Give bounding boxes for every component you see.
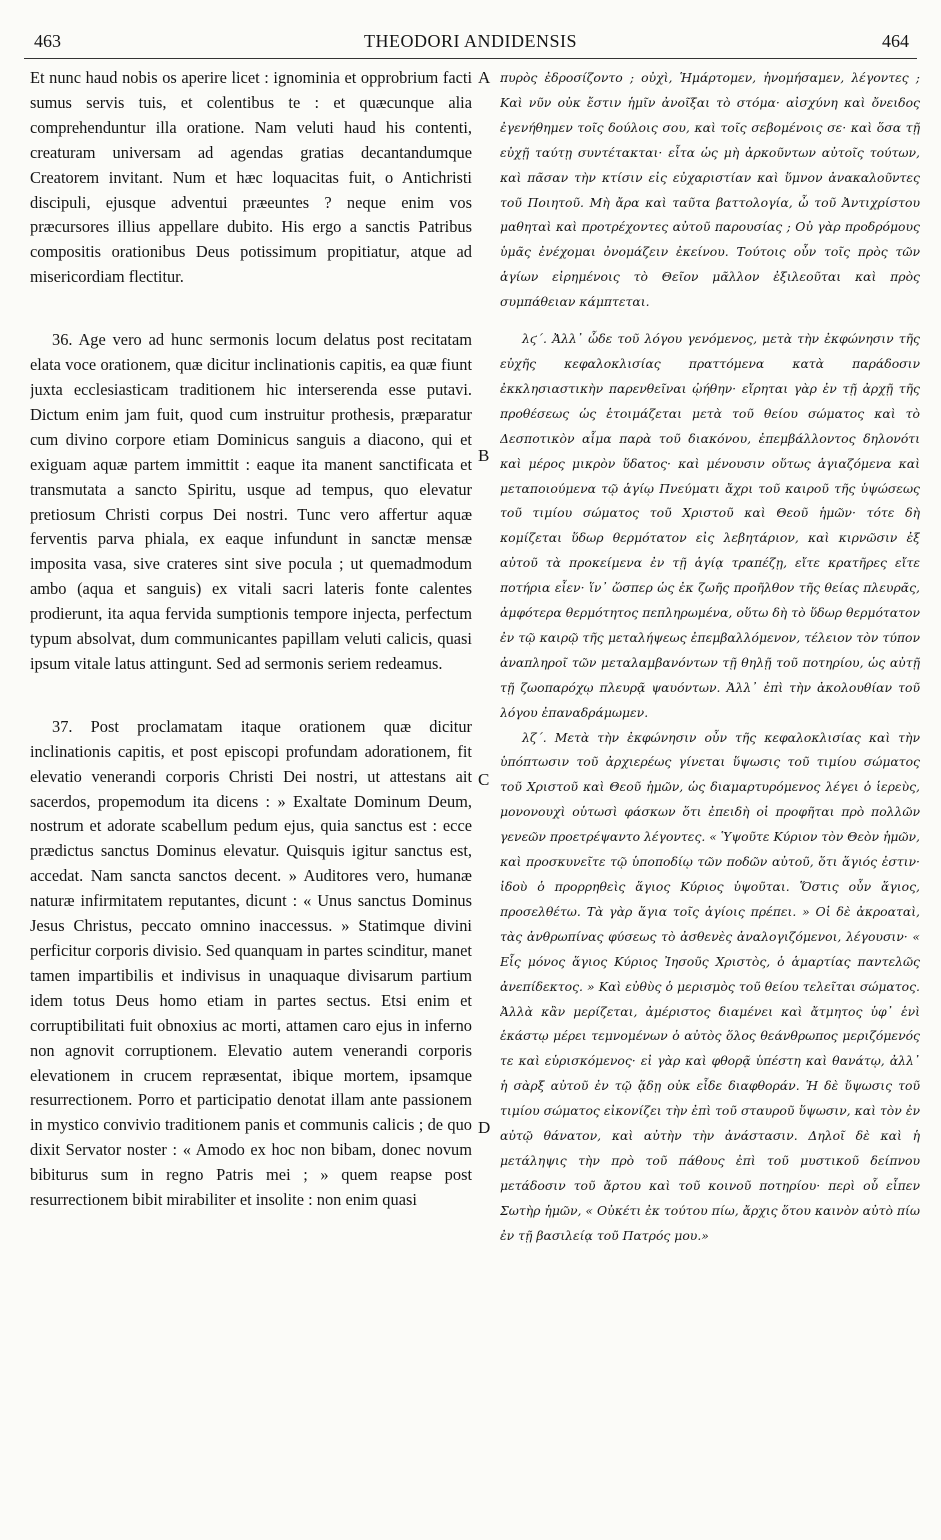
latin-column: [30, 66, 472, 1213]
running-title: THEODORI ANDIDENSIS: [364, 31, 577, 51]
page-number-right: 464: [882, 31, 909, 51]
greek-paragraph-37: λζ΄. Μετὰ τὴν ἐκφώνησιν οὖν τῆς κεφαλοκλισίας καὶ τὴν ὑπόπτωσιν τοῦ ἀρχιερέως γίνεται ὕψωσις τοῦ τιμίου σώματος τοῦ Χριστοῦ καὶ Θεοῦ ἡμῶν, ὡς διαμαρτυρόμενος λέγει ὁ ἱερεὺς, μονονουχὶ οὑτωσὶ φάσκων ὅτι ἐπειδὴ οἱ προφῆται πρὸ πολλῶν γενεῶν προετρέψαντο λέγοντες. « Ὑψοῦτε Κύριον τὸν Θεὸν ἡμῶν, καὶ προσκυνεῖτε τῷ ὑποποδίῳ τῶν ποδῶν αὐτοῦ, ὅτι ἅγιός ἐστιν· ἰδοὺ ὁ προρρηθεὶς ἅγιος Κύριος ὑψοῦται. Ὅστις οὖν ἅγιος, προσελθέτω. Τὰ γὰρ ἅγια τοῖς ἁγίοις πρέπει. » Οἱ δὲ ἀκροαταὶ, τὰς ἀνθρωπίνας φύσεως τὸ ἀσθενὲς ἀναλογιζόμενοι, λέγουσιν· « Εἷς μόνος ἅγιος Κύριος Ἰησοῦς Χριστὸς, ὁ ἁμαρτίας παντελῶς ἀνεπίδεκτος. » Καὶ εὐθὺς ὁ μερισμὸς τοῦ θείου τελεῖται σώματος. Ἀλλὰ κἂν μερίζεται, ἀμέριστος διαμένει καὶ ἄτμητος ὑφ᾽ ἑνὶ ἑκάστῳ μέρει τεμνομένων ὁ αὐτὸς ὅλος θεάνθρωπος μεριζόμενός τε καὶ εὑρισκόμενος· εἰ γὰρ καὶ φθορᾷ ὑπέστη καὶ θανάτῳ, ἀλλ᾽ ἡ σὰρξ αὐτοῦ ἐν τῷ ᾅδῃ οὐκ εἶδε διαφθοράν. Ἡ δὲ ὕψωσις τοῦ τιμίου σώματος εἰκονίζει τὴν ἐπὶ τοῦ σταυροῦ ὕψωσιν, καὶ τὸν ἐν αὐτῷ θάνατον, καὶ αὐτὴν τὴν ἀνάστασιν. Δηλοῖ δὲ καὶ ἡ μετάληψις τὴν πρὸ τοῦ πάθους ἐπὶ τοῦ μυστικοῦ δείπνου μετάδοσιν τοῦ ἄρτου καὶ τοῦ κοινοῦ ποτηρίου· περὶ οὗ εἶπεν Σωτὴρ ἡμῶν, « Οὐκέτι ἐκ τούτου πίω, ἄρχις ὅτου καινὸν αὐτὸ πίω ἐν τῇ βασιλείᾳ τοῦ Πατρός μου.»: [500, 729, 920, 1243]
greek-paragraph-36: λϛ΄. Ἀλλ᾽ ὧδε τοῦ λόγου γενόμενος, μετὰ τὴν ἐκφώνησιν τῆς εὐχῆς κεφαλοκλισίας πραττόμενα κατὰ παράδοσιν ἐκκλησιαστικὴν παρενθεῖναι ᾠήθην· εἴρηται γὰρ ἐν τῇ ἀρχῇ τῆς προθέσεως ὡς ἑτοιμάζεται μετὰ τοῦ θείου σώματος καὶ τὸ Δεσποτικὸν αἷμα παρὰ τοῦ διακόνου, ἐπεμβάλλοντος δηλονότι καὶ μέρος μικρὸν ὕδατος· καὶ μένουσιν οὕτως ἁγιαζόμενα καὶ μεταποιούμενα τῷ ἁγίῳ Πνεύματι ἄχρι τοῦ καιροῦ τῆς ὑψώσεως τοῦ τιμίου σώματος τοῦ Χριστοῦ καὶ Θεοῦ ἡμῶν· τότε δὴ κομίζεται ὕδωρ θερμότατον εἰς λεβητάριον, καὶ κιρνῶσιν ἐξ αὐτοῦ τὰ προκείμενα ἐν τῇ ἁγίᾳ τραπέζῃ, εἴτε κρατῆρες εἴτε ποτήρια εἶεν· ἵν᾽ ὥσπερ ὡς ἐκ ζωῆς προῆλθον τῆς θείας πλευρᾶς, ἀμφότερα θερμότητος πεπληρωμένα, οὕτω δὴ τὸ ὕδωρ θερμότατον ἐν τῷ καιρῷ τῆς μεταλήψεως ἐπεμβαλλόμενον, τέλειον τὸν τύπον ἀναπληροῖ τῶν μεταλαμβανόντων τῇ θηλῇ τοῦ ποτηρίου, ὡς αὐτῇ τῇ ζωοπαρόχῳ πλευρᾷ ψαυόντων. Ἀλλ᾽ ἐπὶ τὴν ἀκολουθίαν τοῦ λόγου ἐπαναδράμωμεν.: [500, 331, 920, 720]
greek-column: [500, 66, 920, 1249]
margin-letter-d: D: [478, 1118, 491, 1137]
latin-paragraph-1: Et nunc haud nobis os aperire licet : ignominia et opprobrium facti sumus servis tuis, et colentibus te : et quæcunque alia comprehenduntur illa oratione. Nam veluti haud his contenti, creaturam universam ad agendas gratias decantandumque Creatorem invitant. Num et hæc loquacitas fuit, o Antichristi discipuli, ejusque adventui præeuntes ? neque enim vos præcursores illius appellare dubito. His ergo a sanctis Patribus compositis orationibus Deus potissimum propitiatur, atque ad misericordiam flectitur.: [30, 68, 472, 287]
margin-letter-c: C: [478, 770, 490, 789]
margin-letter-a: A: [478, 68, 491, 87]
page-header: [24, 31, 917, 57]
margin-letter-b: B: [478, 446, 490, 465]
latin-paragraph-36: 36. Age vero ad hunc sermonis locum delatus post recitatam elata voce orationem, quæ dicitur inclinationis capitis, ea quæ fiunt juxta ecclesiasticam traditionem hic interserenda esse putavi. Dictum enim jam fuit, quod cum instruitur prothesis, præparatur cum divino corpore etiam Dominicus sanguis a diacono, qui et exiguam aquæ partem immittit : eaque ita manent sanctificata et transmutata a sancto Spiritu, usque ad tempus, quo elevatur pretiosum Christi corpus Dei nostri. Tunc vero affertur aquæ ferventis parva phiala, ex eaque infundunt in sanctæ mensæ imposita vasa, sive crateres sint sive pocula ; ut quemadmodum ambo (aqua et sanguis) ex vitali sacri lateris fonte calentes prodierunt, ita aqua fervida sumptionis tempore injecta, perfectum typum absolvat, dum communicantes papillam veluti calicis, quasi ipsum vitale latus attingunt. Sed ad sermonis seriem redeamus.: [30, 330, 472, 673]
latin-paragraph-37: 37. Post proclamatam itaque orationem quæ dicitur inclinationis capitis, et post episcopi profundam adorationem, fit elevatio venerandi corporis Christi Dei nostri, ut attestans ait sacerdos, propemodum ita dicens : » Exaltate Dominum Deum, nostrum et adorate scabellum pedum ejus, quia sanctus est : ecce prædictus sanctus Dominus elevatur. Quisquis igitur sanctus est, accedat. Nam sancta sanctos decent. » Auditores vero, humanæ naturæ infirmitatem reputantes, dicunt : « Unus sanctus Dominus Jesus Christus, peccato omnino inaccessus. » Statimque divini perficitur corporis divisio. Sed quanquam in partes scinditur, manet tamen impartibilis et indivisus in unaquaque divisarum partium idem totus Deus homo etiam in partes sectus. Etsi enim et corruptibilitati fuit obnoxius ac morti, attamen caro ejus in inferno non agnovit corruptionem. Elevatio autem venerandi corporis elevationem in crucem repræsentat, ibique mortem, ipsamque resurrectionem. Porro et participatio denotat illam ante passionem in mystico convivio traditionem panis et communis calicis ; de quo dixit Servator noster : « Amodo ex hoc non bibam, donec novum bibiturus sum in regno Patris mei ; » quem reapse post resurrectionem bibit mirabiliter et insolite : non enim quasi: [30, 716, 472, 1210]
page-number-left: 463: [34, 31, 61, 51]
header-rule: [24, 58, 917, 59]
greek-paragraph-1: πυρὸς ἐδροσίζοντο ; οὐχὶ, Ἡμάρτομεν, ἠνομήσαμεν, λέγοντες ; Καὶ νῦν οὐκ ἔστιν ἡμῖν ἀνοῖξαι τὸ στόμα· αἰσχύνη καὶ ὄνειδος ἐγενήθημεν τοῖς δούλοις σου, καὶ τοῖς σεβομένοις σε· καὶ ὅσα τῇ εὐχῇ ταύτῃ συντέτακται· εἶτα ὡς μὴ ἀρκοῦντων αὐτοῖς τούτων, καὶ πᾶσαν τὴν κτίσιν εἰς εὐχαριστίαν καὶ ὕμνον ἀνακαλοῦντες τοῦ Ποιητοῦ. Μὴ ἄρα καὶ ταῦτα βαττολογία, ὦ τοῦ Ἀντιχρίστου μαθηταὶ καὶ προτρέχοντες αὐτοῦ παρουσίας ; Οὐ γὰρ προδρόμους ὑμᾶς ἐνέχομαι ὀνομάζειν ἐκείνου. Τούτοις οὖν τοῖς πρὸς τῶν ἁγίων εἰρημένοις τὸ Θεῖον μᾶλλον ἐξιλεοῦται καὶ πρὸς συμπάθειαν κάμπτεται.: [500, 70, 920, 310]
